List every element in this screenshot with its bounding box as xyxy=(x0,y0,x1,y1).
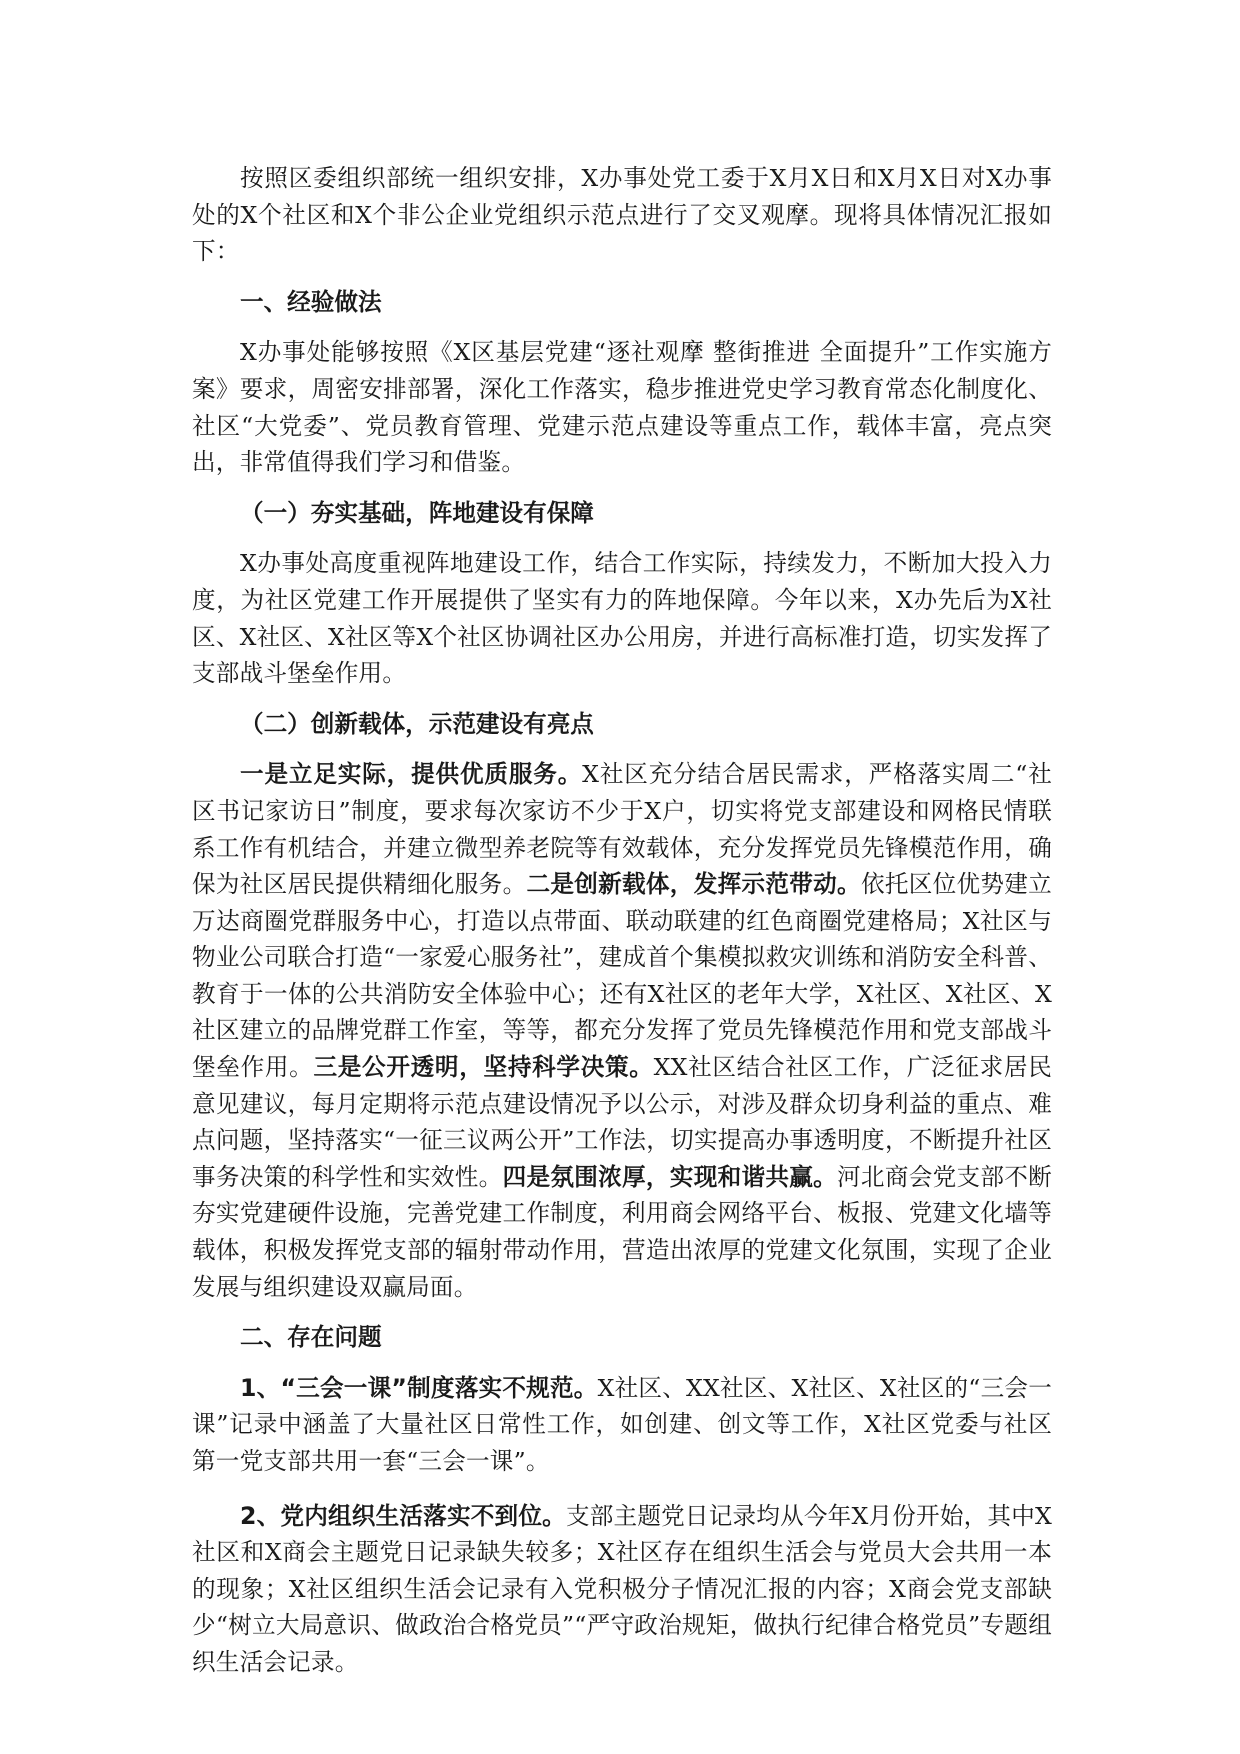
intro-paragraph: 按照区委组织部统一组织安排，X办事处党工委于X月X日和X月X日对X办事处的X个社区和X个非公企业党组织示范点进行了交叉观摩。现将具体情况汇报如下： xyxy=(192,164,1052,266)
point2-text: 依托区位优势建立万达商圈党群服务中心，打造以点带面、联动联建的红色商圈党建格局；X社区与物业公司联合打造“一家爱心服务社”，建成首个集模拟救灾训练和消防安全科普、教育于一体的公共消防安全体验中心；还有X社区的老年大学，X社区、X社区、X社区建立的品牌党群工作室，等等，都充分发挥了党员先锋模范作用和党支部战斗堡垒作用。 xyxy=(192,870,1052,1082)
subsection1-heading: （一）夯实基础，阵地建设有保障 xyxy=(240,498,594,527)
subsection2-paragraph xyxy=(192,756,1052,1305)
section1-paragraph: X办事处能够按照《X区基层党建“逐社观摩 整街推进 全面提升”工作实施方案》要求，周密安排部署，深化工作落实，稳步推进党史学习教育常态化制度化、社区“大党委”、党员教育管理、党建示范点建设等重点工作，载体丰富，亮点突出，非常值得我们学习和借鉴。 xyxy=(192,338,1052,477)
problem2-paragraph xyxy=(192,1498,1052,1681)
problem1-paragraph xyxy=(192,1370,1052,1480)
point1-text: X社区充分结合居民需求，严格落实周二“社区书记家访日”制度，要求每次家访不少于X户，切实将党支部建设和网格民情联系工作有机结合，并建立微型养老院等有效载体，充分发挥党员先锋模范作用，确保为社区居民提供精细化服务。 xyxy=(192,760,1052,899)
point1-lead: 一是立足实际，提供优质服务。 xyxy=(240,760,583,789)
point4-text: 河北商会党支部不断夯实党建硬件设施，完善党建工作制度，利用商会网络平台、板报、党建文化墙等载体，积极发挥党支部的辐射带动作用，营造出浓厚的党建文化氛围，实现了企业发展与组织建设双赢局面。 xyxy=(192,1162,1052,1301)
problem1-lead: 1、“三会一课”制度落实不规范。 xyxy=(240,1373,598,1402)
section1-heading: 一、经验做法 xyxy=(240,287,382,316)
subsection2-heading: （二）创新载体，示范建设有亮点 xyxy=(240,709,594,738)
problem2-lead: 2、党内组织生活落实不到位。 xyxy=(240,1501,566,1530)
subsection1-paragraph: X办事处高度重视阵地建设工作，结合工作实际，持续发力，不断加大投入力度，为社区党建工作开展提供了坚实有力的阵地保障。今年以来，X办先后为X社区、X社区、X社区等X个社区协调社区办公用房，并进行高标准打造，切实发挥了支部战斗堡垒作用。 xyxy=(192,549,1052,688)
point3-lead: 三是公开透明，坚持科学决策。 xyxy=(313,1053,654,1082)
point2-lead: 二是创新载体，发挥示范带动。 xyxy=(526,870,861,899)
point4-lead: 四是氛围浓厚，实现和谐共赢。 xyxy=(502,1162,838,1191)
point3-text: XX社区结合社区工作，广泛征求居民意见建议，每月定期将示范点建设情况予以公示，对涉及群众切身利益的重点、难点问题，坚持落实“一征三议两公开”工作法，切实提高办事透明度，不断提升社区事务决策的科学性和实效性。 xyxy=(192,1053,1052,1191)
section2-heading: 二、存在问题 xyxy=(240,1323,382,1352)
problem1-text: X社区、XX社区、X社区、X社区的“三会一课”记录中涵盖了大量社区日常性工作，如创建、创文等工作，X社区党委与社区第一党支部共用一套“三会一课”。 xyxy=(192,1373,1052,1475)
problem2-text: 支部主题党日记录均从今年X月份开始，其中X社区和X商会主题党日记录缺失较多；X社区存在组织生活会与党员大会共用一本的现象；X社区组织生活会记录有入党积极分子情况汇报的内容；X商会党支部缺少“树立大局意识、做政治合格党员”“严守政治规矩，做执行纪律合格党员”专题组织生活会记录。 xyxy=(192,1501,1053,1676)
